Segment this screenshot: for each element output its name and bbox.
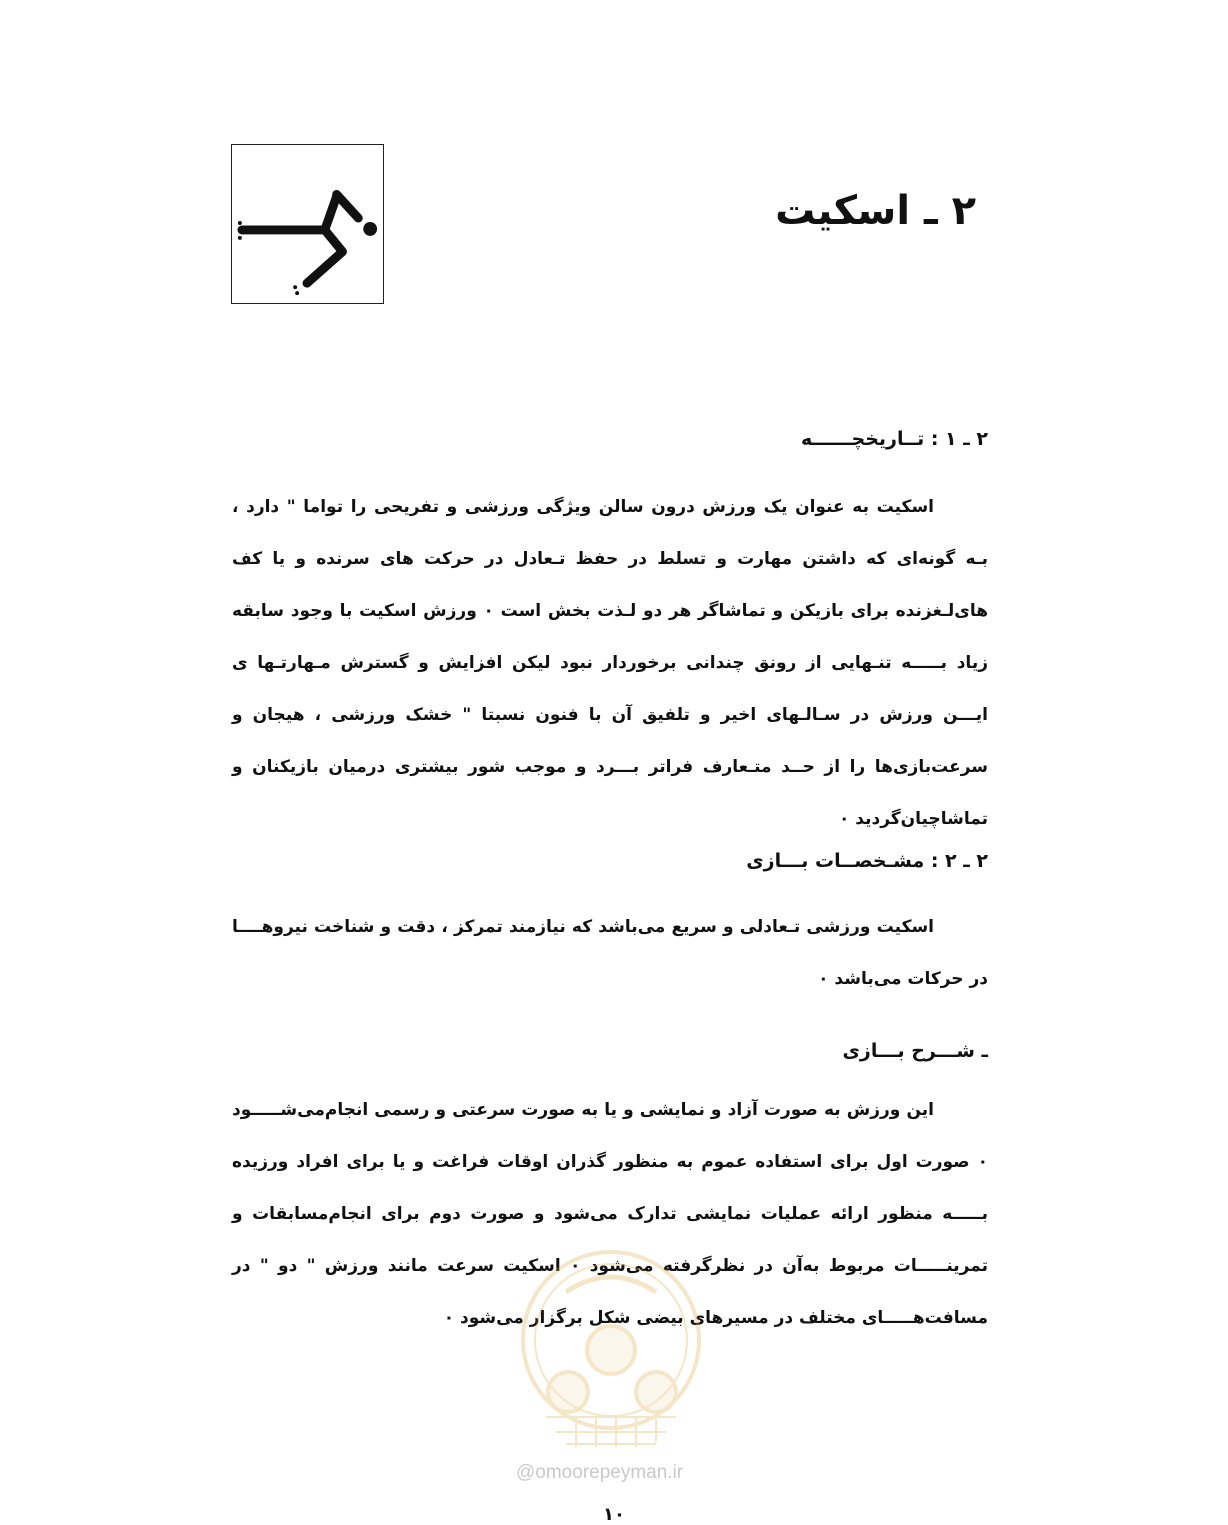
section-body-history [232,481,988,845]
section-heading-history: ۲ ـ ۱ : تــاریخچــــــه [801,428,988,450]
paragraph: اسکیت به عنوان یک ورزش درون سالن ویژگی ورزشی و تفریحی را تواما " دارد ، بـه گونه‌ای که داشتن مهارت و تسلط در حفظ تـعادل در حرکت های سرنده و یا کف های‌لـغزنده برای بازیکن و تماشاگر هر دو لـذت بخش است ۰ ورزش اسکیت با وجود سابقه زیاد بـــــه تنـهایی از رونق چندانی برخوردار نبود لیکن افزایش و گسترش مـهارتـها ی ایـــن ورزش در سـالـهای اخیر و تلفیق آن با فنون نسبتا " خشک ورزشی ، هیجان و سرعت‌بازی‌ها را از حــد متـعارف فراتر بـــرد و موجب شور بیشتری درمیان بازیکنان و تماشاچیان‌گردید ۰ [232,497,988,829]
paragraph: اسکیت ورزشی تـعادلی و سریع می‌باشد که نیازمند تمرکز ، دقت و شناخت نیروهــــا در حرکات می‌باشد ۰ [232,917,988,989]
page-number: ۱۰ [603,1504,625,1525]
watermark-url: @omoorepeyman.ir [516,1462,684,1483]
omoorepeyman-seal-icon [506,1232,716,1457]
section-heading-game-specs: ۲ ـ ۲ : مشـخصــات بـــازی [746,850,988,872]
paragraph: این ورزش به صورت آزاد و نمایشی و یا به صورت سرعتی و رسمی انجام‌می‌شـــــود ۰ صورت اول برای استفاده عموم به منظور گذران اوقات فراغت و یا برای افراد ورزیده بـــــه منظور ارائه عملیات نمایشی تدارک می‌شود و صورت دوم برای انجام‌مسابقات و تمرینـــــات مربوط به‌آن در نظرگرفته می‌شود ۰ اسکیت سرعت مانند ورزش " دو " در مسافت‌هـــــای مختلف در مسیرهای بیضی شکل برگزار می‌شود ۰ [232,1100,989,1328]
section-heading-game-description: ـ شـــرح بـــازی [842,1040,988,1062]
section-body-game-specs [232,901,988,1005]
skater-pictogram-icon [231,144,384,304]
chapter-title: ۲ ـ اسکیت [775,188,976,234]
